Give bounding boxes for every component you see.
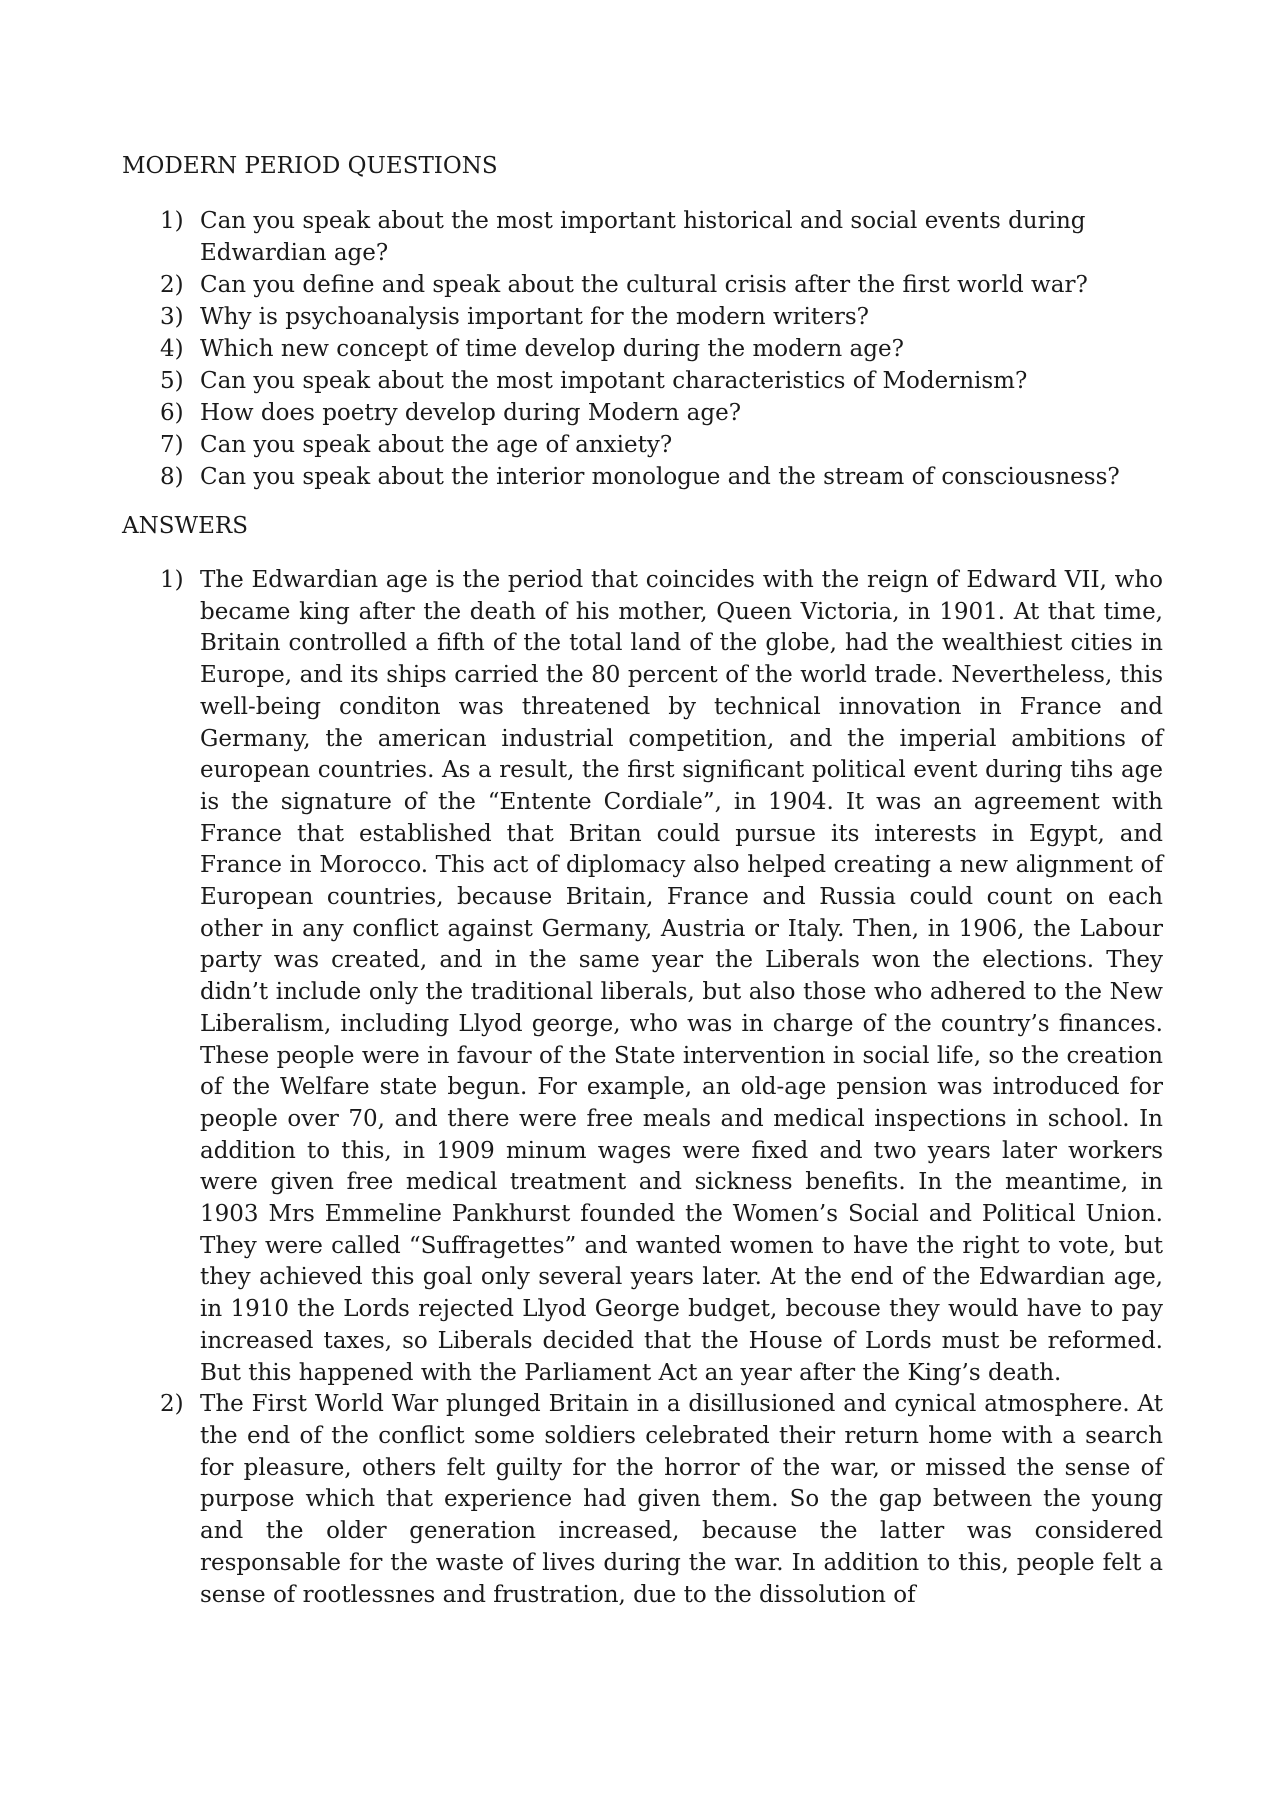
answers-heading: ANSWERS — [122, 513, 248, 539]
answer-item — [160, 565, 1163, 1389]
question-number: 4) — [160, 336, 184, 362]
answer-text: The Edwardian age is the period that coincides with the reign of Edward VII, who became king after the death of his mother, Queen Victoria, in 1901. At that time, Britain controlled a fifth of the total land of the globe, had the wealthiest cities in Europe, and its ships carried the 80 percent of the world trade. Nevertheless, this well-being conditon was threatened by technical innovation in France and Germany, the american industrial competition, and the imperial ambitions of european countries. As a result, the first significant political event during tihs age is the signature of the “Entente Cordiale”, in 1904. It was an agreement with France that established that Britan could pursue its interests in Egypt, and France in Morocco. This act of diplomacy also helped creating a new alignment of European countries, because Britain, France and Russia could count on each other in any conflict against Germany, Austria or Italy. Then, in 1906, the Labour party was created, and in the same year the Liberals won the elections. They didn’t include only the traditional liberals, but also those who adhered to the New Liberalism, including Llyod george, who was in charge of the country’s finances. These people were in favour of the State intervention in social life, so the creation of the Welfare state begun. For example, an old-age pension was introduced for people over 70, and there were free meals and medical inspections in school. In addition to this, in 1909 minum wages were fixed and two years later workers were given free medical treatment and sickness benefits. In the meantime, in 1903 Mrs Emmeline Pankhurst founded the Women’s Social and Political Union. They were called “Suffragettes” and wanted women to have the right to vote, but they achieved this goal only several years later. At the end of the Edwardian age, in 1910 the Lords rejected Llyod George budget, becouse they would have to pay increased taxes, so Liberals decided that the House of Lords must be reformed. But this happened with the Parliament Act an year after the King’s death. — [200, 567, 1163, 1386]
question-text: Can you speak about the most important historical and social events during Edwardian age? — [200, 208, 1086, 266]
question-number: 2) — [160, 272, 184, 298]
question-item — [160, 429, 1163, 461]
question-item — [160, 269, 1163, 301]
answer-item — [160, 1389, 1163, 1611]
question-text: Can you speak about the interior monologue and the stream of consciousness? — [200, 464, 1120, 490]
question-text: Can you speak about the age of anxiety? — [200, 432, 673, 458]
question-number: 5) — [160, 368, 184, 394]
answers-list — [0, 565, 1280, 1611]
question-item — [160, 365, 1163, 397]
questions-list — [0, 205, 1280, 493]
question-number: 1) — [160, 208, 184, 234]
question-item — [160, 461, 1163, 493]
question-number: 3) — [160, 304, 184, 330]
answer-text: The First World War plunged Britain in a disillusioned and cynical atmosphere. At the end of the conflict some soldiers celebrated their return home with a search for pleasure, others felt guilty for the horror of the war, or missed the sense of purpose which that experience had given them. So the gap between the young and the older generation increased, because the latter was considered responsable for the waste of lives during the war. In addition to this, people felt a sense of rootlessnes and frustration, due to the dissolution of — [200, 1391, 1163, 1608]
question-text: Which new concept of time develop during the modern age? — [200, 336, 904, 362]
question-item — [160, 333, 1163, 365]
question-number: 6) — [160, 400, 184, 426]
question-item — [160, 301, 1163, 333]
questions-heading: MODERN PERIOD QUESTIONS — [122, 153, 498, 179]
question-number: 8) — [160, 464, 184, 490]
question-text: Can you speak about the most impotant characteristics of Modernism? — [200, 368, 1028, 394]
question-number: 7) — [160, 432, 184, 458]
answer-number: 2) — [160, 1391, 184, 1418]
question-text: Why is psychoanalysis important for the modern writers? — [200, 304, 869, 330]
question-text: How does poetry develop during Modern age? — [200, 400, 742, 426]
answer-number: 1) — [160, 567, 184, 593]
question-item — [160, 397, 1163, 429]
question-text: Can you define and speak about the cultural crisis after the first world war? — [200, 272, 1088, 298]
question-item — [160, 205, 1163, 269]
